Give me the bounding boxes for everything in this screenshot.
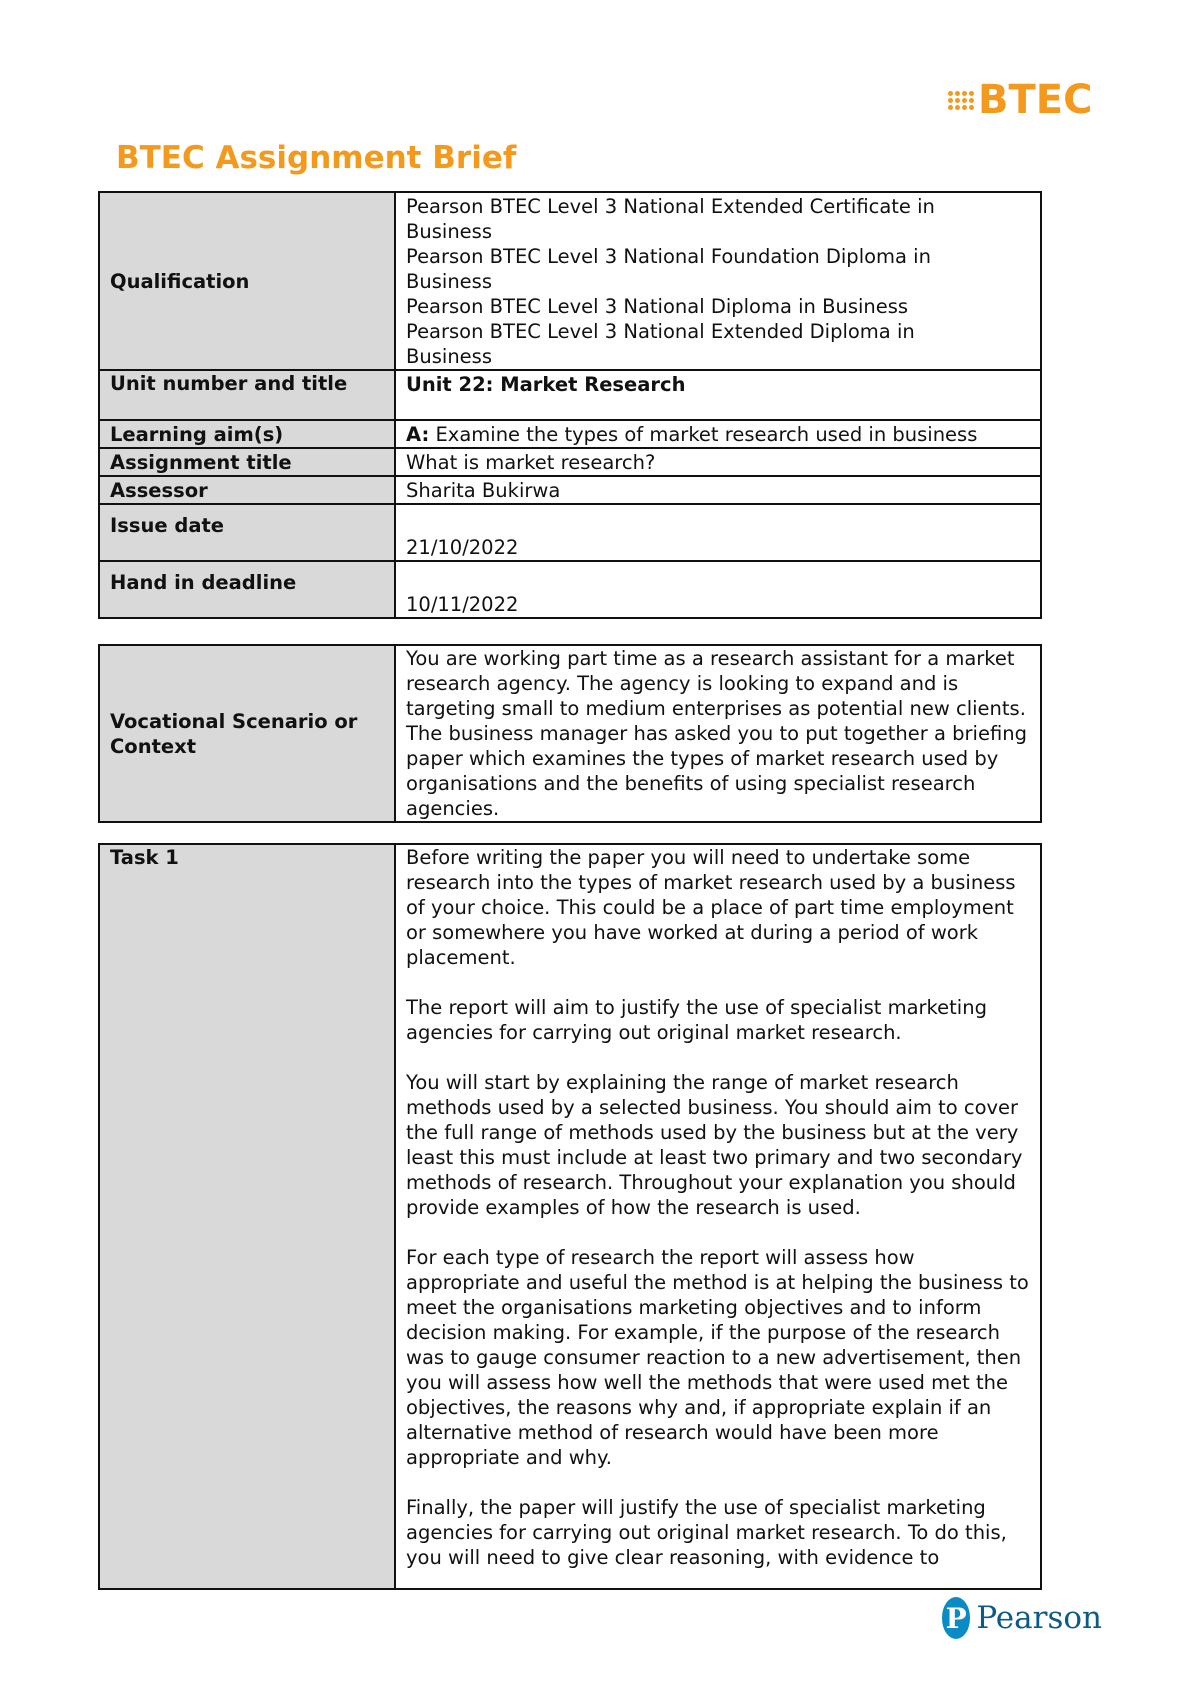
- deadline-row: [99, 561, 1041, 618]
- assignment-title-value: What is market research?: [395, 448, 1041, 476]
- qualification-line: Business: [406, 270, 492, 293]
- btec-logo: [948, 72, 1098, 128]
- deadline-label: Hand in deadline: [99, 561, 395, 618]
- btec-logo-text: BTEC: [978, 77, 1093, 123]
- pearson-logo-text: Pearson: [976, 1600, 1102, 1636]
- task-table: [98, 843, 1042, 1590]
- assignment-info-table: [98, 191, 1042, 619]
- issue-date-label: Issue date: [99, 504, 395, 561]
- task-paragraph: For each type of research the report will assess how appropriate and useful the method is at helping the business to meet the organisations marketing objectives and to inform decision making. For example, if the purpose of the research was to gauge consumer reaction to a new advertisement, then you will assess how well the methods that were used met the objectives, the reasons why and, if appropriate explain if an alternative method of research would have been more appropriate and why.: [406, 1246, 1029, 1469]
- scenario-text: You are working part time as a research assistant for a market research agency. The agency is looking to expand and is targeting small to medium enterprises as potential new clients. The business manager has asked you to put together a briefing paper which examines the types of market research used by organisations and the benefits of using specialist research agencies.: [395, 645, 1041, 822]
- learning-aim-label: Learning aim(s): [99, 420, 395, 448]
- assessor-row: [99, 476, 1041, 504]
- assessor-label: Assessor: [99, 476, 395, 504]
- qualification-row: [99, 192, 1041, 370]
- issue-date-row: [99, 504, 1041, 561]
- scenario-table: [98, 644, 1042, 823]
- qualification-line: Pearson BTEC Level 3 National Diploma in Business: [406, 295, 909, 318]
- scenario-row: [99, 645, 1041, 822]
- unit-value: Unit 22: Market Research: [395, 370, 1041, 420]
- task-paragraph: Finally, the paper will justify the use of specialist marketing agencies for carrying out original market research. To do this, you will need to give clear reasoning, with evidence to: [406, 1496, 1007, 1569]
- unit-label: Unit number and title: [99, 370, 395, 420]
- assessor-value: Sharita Bukirwa: [395, 476, 1041, 504]
- btec-dots-icon: [948, 91, 974, 110]
- qualification-line: Business: [406, 345, 492, 368]
- issue-date-value: 21/10/2022: [395, 504, 1041, 561]
- qualification-line: Pearson BTEC Level 3 National Extended Certificate in: [406, 195, 935, 218]
- task-paragraph: The report will aim to justify the use of specialist marketing agencies for carrying out original market research.: [406, 996, 987, 1044]
- assignment-title-label: Assignment title: [99, 448, 395, 476]
- deadline-value: 10/11/2022: [395, 561, 1041, 618]
- qualification-label: Qualification: [99, 192, 395, 370]
- pearson-mark-icon: P: [942, 1597, 970, 1639]
- scenario-label: Vocational Scenario or Context: [99, 645, 395, 822]
- qualification-line: Pearson BTEC Level 3 National Foundation Diploma in: [406, 245, 931, 268]
- task-row: [99, 844, 1041, 1589]
- qualification-line: Business: [406, 220, 492, 243]
- unit-row: [99, 370, 1041, 420]
- learning-aim-row: [99, 420, 1041, 448]
- assignment-title-row: [99, 448, 1041, 476]
- qualification-line: Pearson BTEC Level 3 National Extended Diploma in: [406, 320, 915, 343]
- pearson-logo: [942, 1590, 1102, 1646]
- learning-aim-text: Examine the types of market research used in business: [429, 423, 978, 446]
- task-paragraph: You will start by explaining the range of market research methods used by a selected business. You should aim to cover the full range of methods used by the business but at the very least this must include at least two primary and two secondary methods of research. Throughout your explanation you should provide examples of how the research is used.: [406, 1071, 1023, 1219]
- learning-aim-value: [395, 420, 1041, 448]
- task-paragraph: Before writing the paper you will need to undertake some research into the types of market research used by a business of your choice. This could be a place of part time employment or somewhere you have worked at during a period of work placement.: [406, 846, 1016, 969]
- task-body: [395, 844, 1041, 1589]
- learning-aim-prefix: A:: [406, 423, 430, 446]
- qualification-value: [395, 192, 1041, 370]
- page-title: BTEC Assignment Brief: [116, 140, 517, 176]
- task-label: Task 1: [99, 844, 395, 1589]
